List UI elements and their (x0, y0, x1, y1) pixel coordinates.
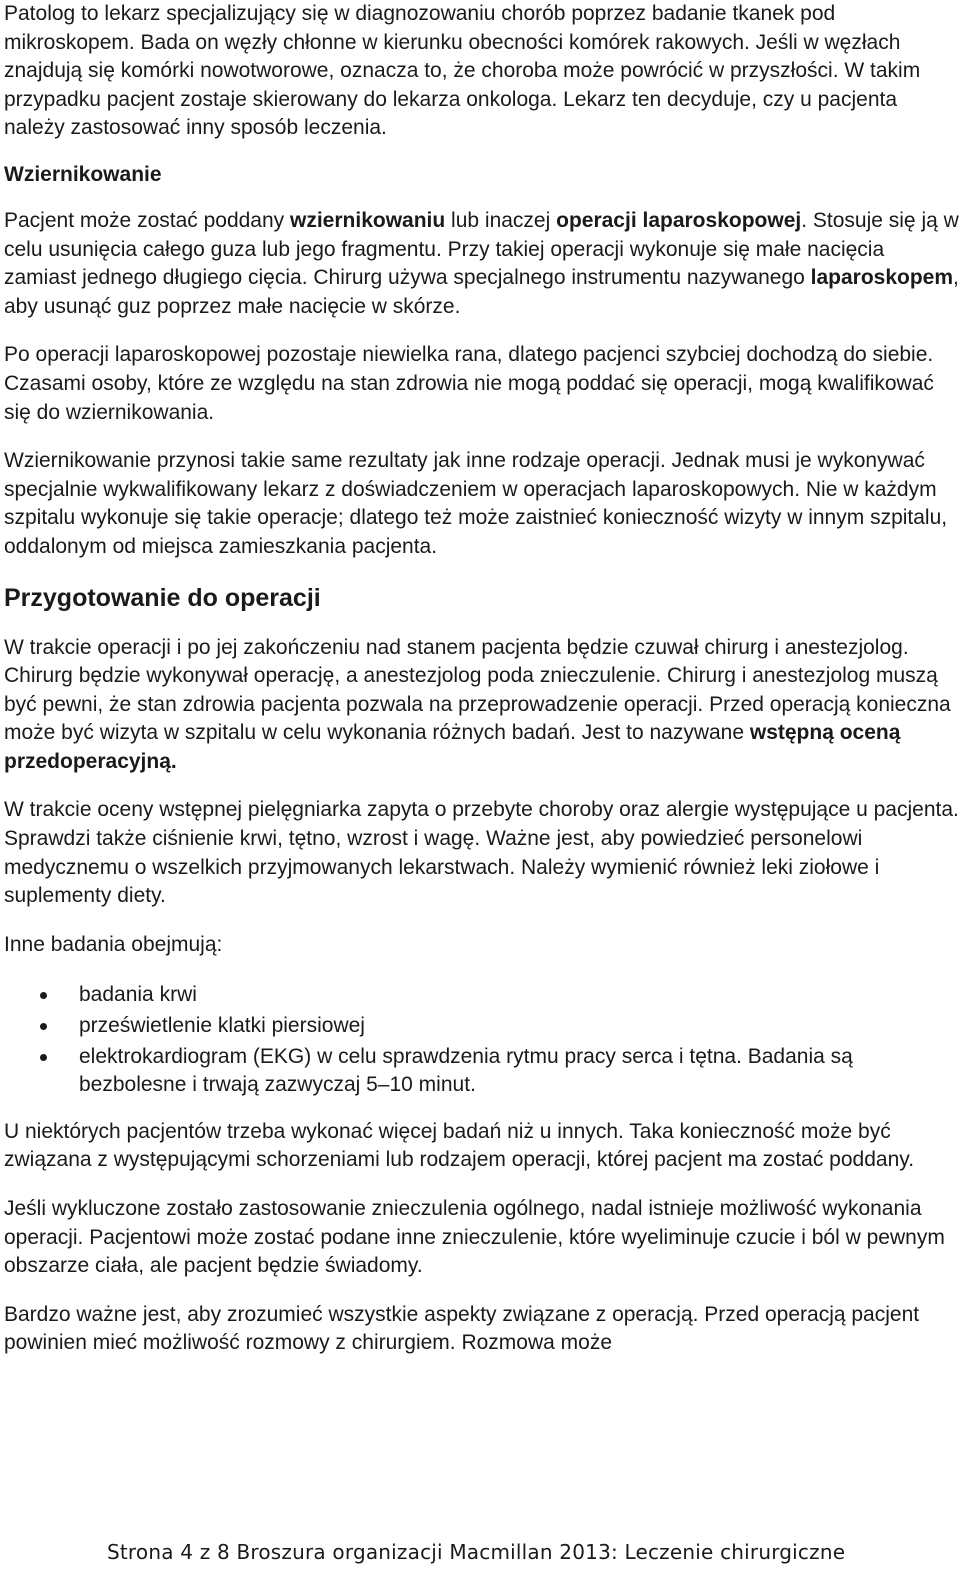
bold-term-operacja-laparoskopowa: operacji laparoskopowej (556, 208, 802, 232)
bullet-list-badania (4, 981, 960, 1099)
section-heading-przygotowanie: Przygotowanie do operacji (4, 583, 321, 612)
paragraph-rozmowa: Bardzo ważne jest, aby zrozumieć wszystkie aspekty związane z operacją. Przed operacją pacjent powinien mieć możliwość rozmowy z chirurgiem. Rozmowa może (4, 1302, 920, 1355)
paragraph-wiecej-badan: U niektórych pacjentów trzeba wykonać więcej badań niż u innych. Taka konieczność może być związana z występującymi schorzeniami lub rodzajem operacji, której pacjent ma zostać poddany. (4, 1119, 915, 1172)
paragraph-ocena-wstepna: W trakcie oceny wstępnej pielęgniarka zapyta o przebyte choroby oraz alergie występujące u pacjenta. Sprawdzi także ciśnienie krwi, tętno, wzrost i wagę. Ważne jest, aby powiedzieć personelowi medycznemu o wszelkich przyjmowanych lekarstwach. Należy wymienić również leki ziołowe i suplementy diety. (4, 798, 959, 908)
paragraph-chirurg-anestezjolog (4, 634, 960, 777)
list-item (4, 1043, 960, 1100)
list-item-text: prześwietlenie klatki piersiowej (79, 1014, 365, 1038)
list-item-text: badania krwi (79, 983, 197, 1007)
paragraph-znieczulenie: Jeśli wykluczone zostało zastosowanie znieczulenia ogólnego, nadal istnieje możliwość wykonania operacji. Pacjentowi może zostać podane inne znieczulenie, które wyeliminuje czucie i ból w pewnym obszarze ciała, ale pacjent będzie świadomy. (4, 1197, 945, 1278)
list-item-text: elektrokardiogram (EKG) w celu sprawdzenia rytmu pracy serca i tętna. Badania są bezbolesne i trwają zazwyczaj 5–10 minut. (79, 1044, 853, 1097)
text-run: Pacjent może zostać poddany (4, 208, 291, 232)
document-page (4, 0, 960, 1358)
paragraph-rezultaty: Wziernikowanie przynosi takie same rezultaty jak inne rodzaje operacji. Jednak musi je wykonywać specjalnie wykwalifikowany lekarz z doświadczeniem w operacjach laparoskopowych. Nie w każdym szpitalu wykonuje się takie operacje; dlatego też może zaistnieć konieczność wizyty w innym szpitalu, oddalonym od miejsca zamieszkania pacjenta. (4, 449, 948, 558)
paragraph-inne-badania: Inne badania obejmują: (4, 932, 223, 956)
text-run: lub inaczej (445, 208, 557, 232)
list-item (4, 1012, 960, 1041)
bullet-icon (40, 1023, 47, 1030)
bullet-icon (40, 1054, 47, 1061)
section-heading-wziernikowanie: Wziernikowanie (4, 162, 162, 186)
bullet-icon (40, 992, 47, 999)
page-footer: Strona 4 z 8 Broszura organizacji Macmillan 2013: Leczenie chirurgiczne (107, 1540, 846, 1564)
bold-term-wziernikowanie: wziernikowaniu (290, 208, 446, 232)
text-run: W trakcie operacji i po jej zakończeniu nad stanem pacjenta będzie czuwał chirurg i anestezjolog. Chirurg będzie wykonywał operację, a anestezjolog poda znieczulenie. Chirurg i anestezjolog muszą być pewni, że stan zdrowia pacjenta pozwala na przeprowadzenie operacji. Przed operacją konieczna może być wizyta w szpitalu w celu wykonania różnych badań. Jest to nazywane (4, 635, 951, 745)
text-run: . Stosuje się ją w celu usunięcia całego guza lub jego fragmentu. Przy takiej operacji wykonuje się małe nacięcia zamiast jednego długiego cięcia. Chirurg używa specjalnego instrumentu nazywanego (4, 208, 959, 290)
list-item (4, 981, 960, 1010)
paragraph-patolog: Patolog to lekarz specjalizujący się w diagnozowaniu chorób poprzez badanie tkanek pod mikroskopem. Bada on węzły chłonne w kierunku obecności komórek rakowych. Jeśli w węzłach znajdują się komórki nowotworowe, oznacza to, że choroba może powrócić w przyszłości. W takim przypadku pacjent zostaje skierowany do lekarza onkologa. Lekarz ten decyduje, czy u pacjenta należy zastosować inny sposób leczenia. (4, 2, 921, 140)
paragraph-wziernikowanie-intro (4, 207, 960, 321)
paragraph-po-operacji: Po operacji laparoskopowej pozostaje niewielka rana, dlatego pacjenci szybciej dochodzą do siebie. Czasami osoby, które ze względu na stan zdrowia nie mogą poddać się operacji, mogą kwalifikować się do wziernikowania. (4, 343, 934, 424)
text-run: , aby usunąć guz poprzez małe nacięcie w skórze. (4, 266, 959, 318)
bold-term-laparoskop: laparoskopem (810, 266, 954, 290)
bold-term-ocena-przedoperacyjna: wstępną oceną przedoperacyjną. (4, 721, 901, 773)
